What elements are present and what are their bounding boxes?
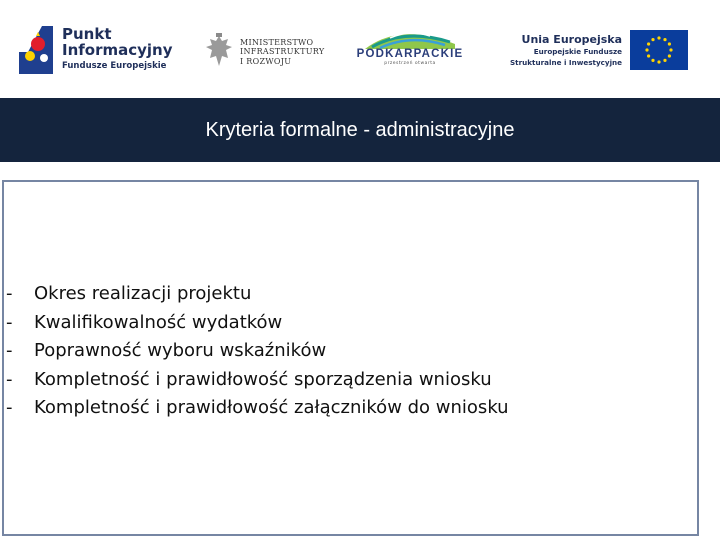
slide-title-bar	[0, 98, 720, 162]
list-bullet: -	[6, 340, 13, 361]
list-bullet: -	[6, 397, 13, 418]
punkt-informacyjny-emblem-icon	[18, 22, 56, 76]
list-item-text: Kompletność i prawidłowość sporządzenia wniosku	[34, 368, 492, 390]
eu-logo	[510, 28, 688, 72]
logo-bar	[0, 0, 720, 98]
eu-line2: Strukturalne i Inwestycyjne	[510, 57, 623, 67]
ministry-line2: INFRASTRUKTURY	[240, 47, 325, 57]
punkt-subtitle: Fundusze Europejskie	[62, 60, 167, 71]
polish-eagle-icon	[204, 32, 234, 72]
list-item-text: Poprawność wyboru wskaźników	[34, 340, 327, 361]
list-bullet: -	[6, 283, 13, 304]
list-item-text: Kompletność i prawidłowość załączników do wniosku	[34, 397, 509, 418]
slide-title: Kryteria formalne - administracyjne	[205, 118, 515, 141]
podkarpackie-tagline: przestrzeń otwarta	[384, 61, 436, 66]
list-bullet: -	[6, 368, 13, 390]
ministry-logo	[204, 32, 324, 72]
punkt-title-line2: Informacyjny	[62, 41, 173, 60]
eu-title: Unia Europejska	[521, 32, 623, 46]
podkarpackie-logo	[356, 26, 464, 76]
list-bullet: -	[6, 311, 13, 333]
punkt-title-line1: Punkt	[62, 25, 112, 44]
list-item-text: Kwalifikowalność wydatków	[34, 311, 283, 333]
punkt-informacyjny-logo	[18, 20, 173, 78]
ministry-line3: I ROZWOJU	[240, 56, 292, 66]
list-item-text: Okres realizacji projektu	[34, 283, 252, 304]
podkarpackie-name: PODKARPACKIE	[356, 48, 464, 60]
ministry-line1: MINISTERSTWO	[240, 38, 314, 48]
eu-flag-icon	[630, 30, 688, 70]
podkarpackie-hills-icon	[360, 26, 460, 50]
eu-line1: Europejskie Fundusze	[533, 47, 623, 57]
